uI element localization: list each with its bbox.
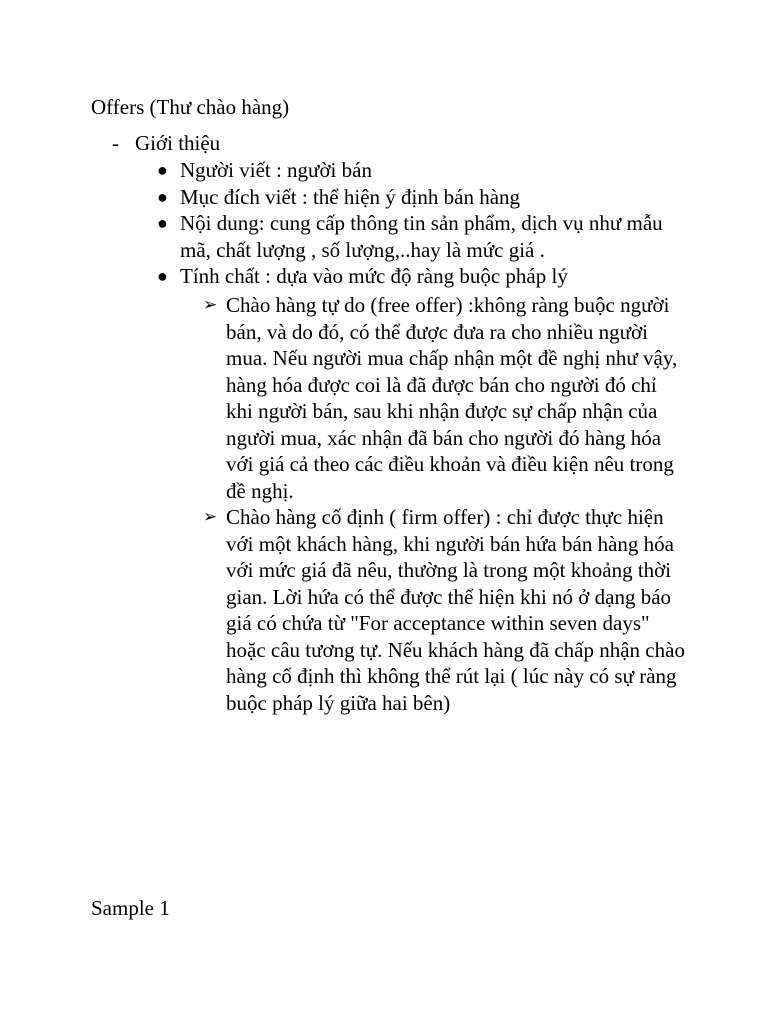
arrow-bullet-icon: ➢ <box>203 507 218 526</box>
bullet-item <box>157 263 680 290</box>
section-heading: Giới thiệu <box>135 131 221 155</box>
sub-item-text: Chào hàng cố định ( firm offer) : chỉ được thực hiện với một khách hàng, khi người bán hứa bán hàng hóa với mức giá đã nêu, thường là trong một khoảng thời gian. Lời hứa có thể được thể hiện khi nó ở dạng báo giá có chứa từ "For acceptance within seven days" hoặc câu tương tự. Nếu khách hàng đã chấp nhận chào hàng cố định thì không thể rút lại ( lúc này có sự ràng buộc pháp lý giữa hai bên) <box>226 505 685 715</box>
arrow-bullet-icon: ➢ <box>203 295 218 314</box>
bullet-dot-icon: ● <box>157 186 168 207</box>
sub-item <box>203 504 686 716</box>
bullet-dot-icon: ● <box>157 160 168 180</box>
bullet-item <box>157 157 680 184</box>
bullet-text: Nội dung: cung cấp thông tin sản phẩm, dịch vụ như mẫu mã, chất lượng , số lượng,..hay là mức giá . <box>180 211 663 262</box>
sample-label: Sample 1 <box>91 896 170 920</box>
sub-item-list <box>203 292 686 716</box>
bullet-item <box>157 210 680 263</box>
bullet-item <box>157 184 680 211</box>
bullet-text: Tính chất : dựa vào mức độ ràng buộc pháp lý <box>180 264 568 288</box>
section-heading-row <box>112 130 220 157</box>
document-title: Offers (Thư chào hàng) <box>91 95 290 119</box>
sub-item <box>203 292 686 504</box>
sub-item-text: Chào hàng tự do (free offer) :không ràng buộc người bán, và do đó, có thể được đưa ra cho nhiều người mua. Nếu người mua chấp nhận một đề nghị như vậy, hàng hóa được coi là đã được bán cho người đó chỉ khi người bán, sau khi nhận được sự chấp nhận của người mua, xác nhận đã bán cho người đó hàng hóa với giá cả theo các điều khoản và điều kiện nêu trong đề nghị. <box>226 293 678 503</box>
bullet-text: Người viết : người bán <box>180 158 372 182</box>
bullet-dot-icon: ● <box>157 266 168 286</box>
bullet-dot-icon: ● <box>157 213 168 233</box>
bullet-list <box>157 157 680 290</box>
bullet-text: Mục đích viết : thể hiện ý định bán hàng <box>180 184 521 209</box>
dash-marker: - <box>112 131 119 155</box>
